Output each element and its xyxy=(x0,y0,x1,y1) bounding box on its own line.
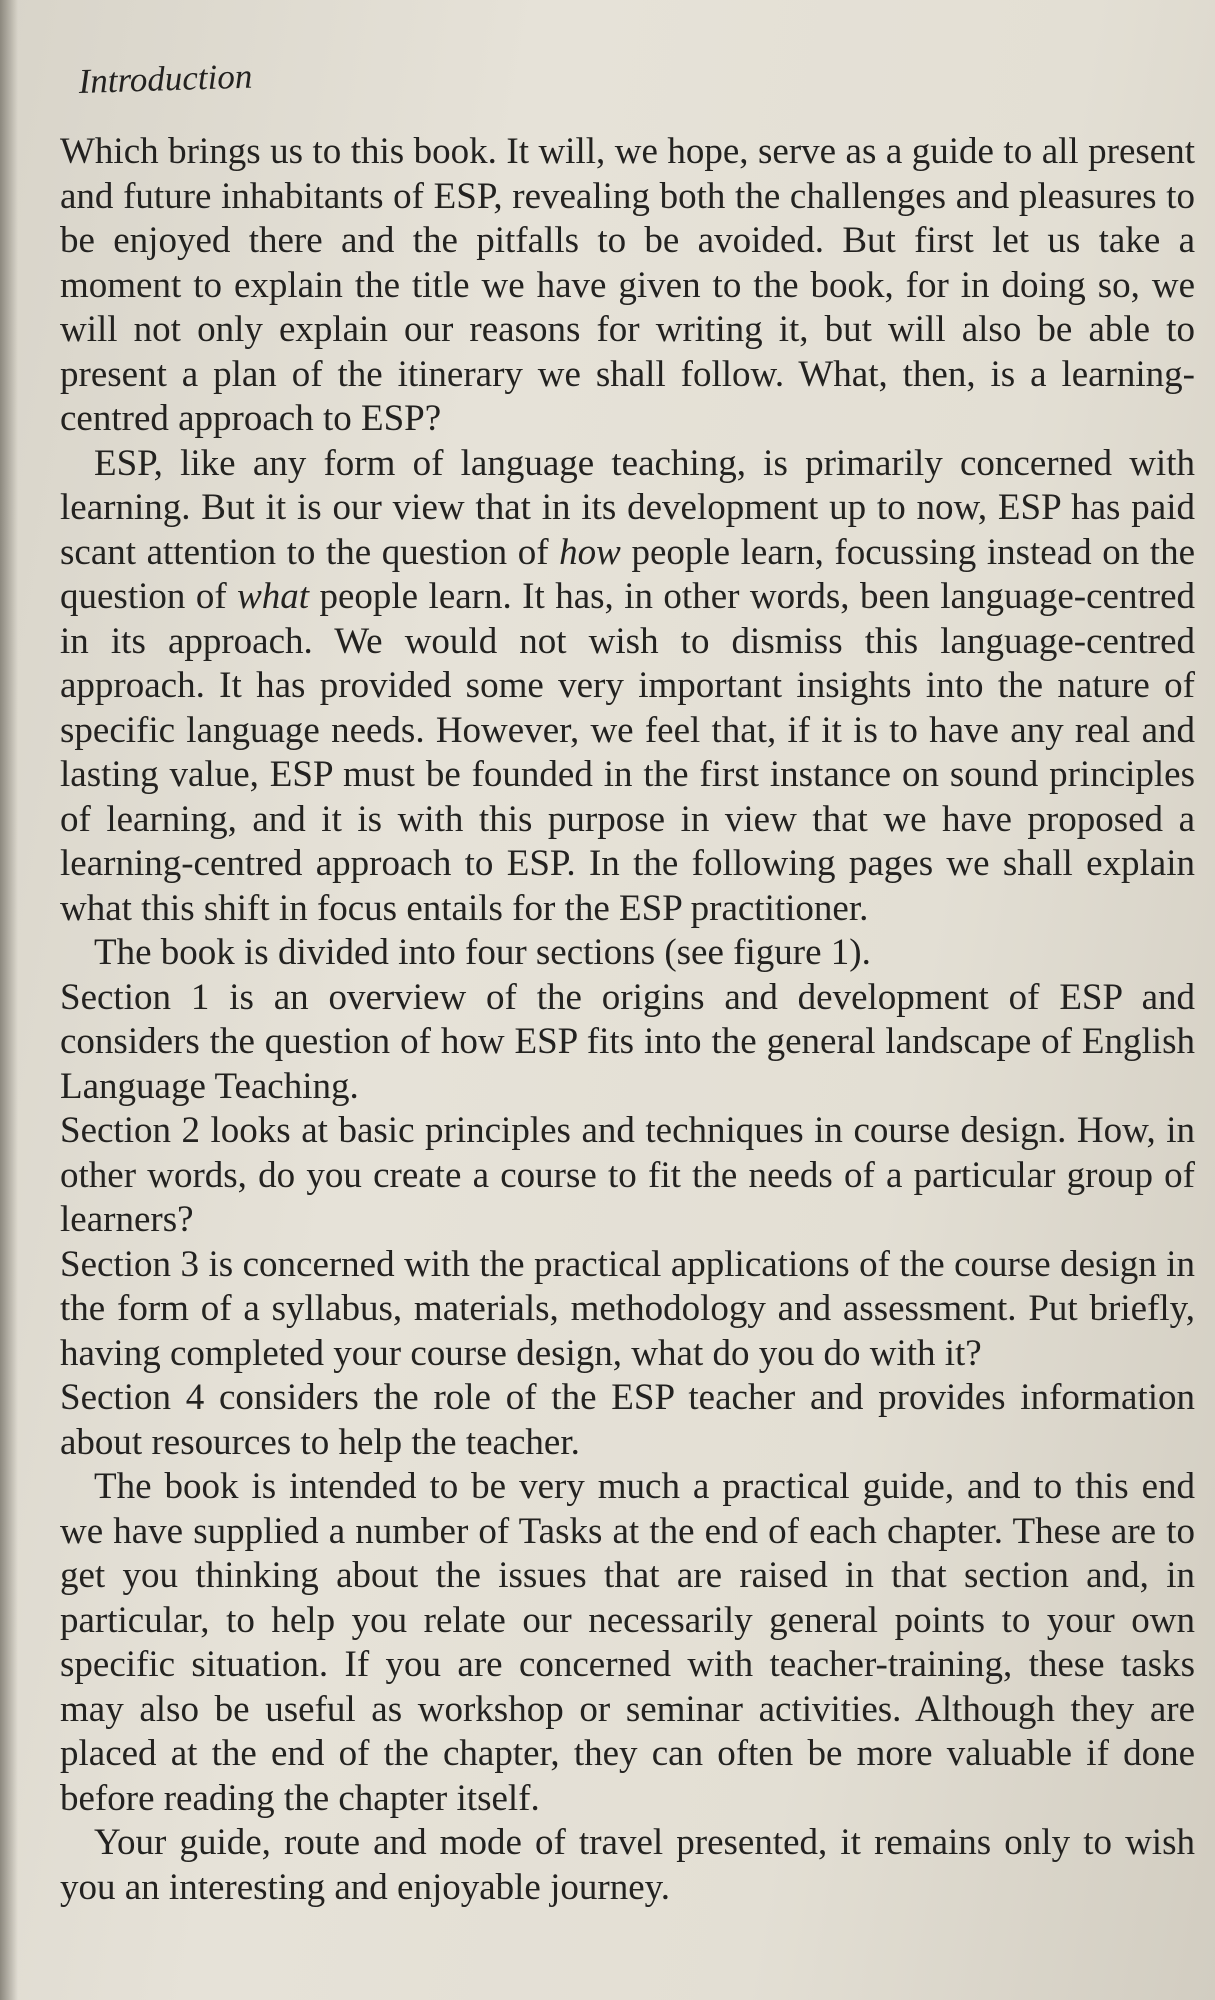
paragraph-section-2: Section 2 looks at basic principles and techniques in course design. How, in other words, do you create a course to fit the needs of a particular group of learners? xyxy=(60,1110,1195,1240)
paragraph-closing: Your guide, route and mode of travel presented, it remains only to wish you an interesting and enjoyable journey. xyxy=(60,1822,1195,1908)
paragraph-section-4: Section 4 considers the role of the ESP teacher and provides information about resources to help the teacher. xyxy=(60,1377,1195,1463)
paragraph-section-3: Section 3 is concerned with the practical applications of the course design in the form of a syllabus, materials, methodology and assessment. Put briefly, having completed your course design, what do you do with it? xyxy=(60,1243,1195,1374)
paragraph-2-emphasis-what: what xyxy=(237,576,310,617)
paragraph-2-part-5: people learn. It has, in other words, been language-centred in its approach. We would not wish to dismiss this language-centred approach. It has provided some very important insights into the nature of specific language needs. However, we feel that, if it is to have any real and lasting value, ESP must be founded in the first instance on sound principles of learning, and it is with this purpose in view that we have proposed a learning-centred approach to ESP. In the following pages we shall explain what this shift in focus entails for the ESP practitioner. xyxy=(60,576,1196,929)
paragraph-1: Which brings us to this book. It will, we hope, serve as a guide to all present and future inhabitants of ESP, revealing both the challenges and pleasures to be enjoyed there and the pitfalls to be avoided. But first let us take a moment to explain the title we have given to the book, for in doing so, we will not only explain our reasons for writing it, but will also be able to present a plan of the itinerary we shall follow. What, then, is a learning-centred approach to ESP? xyxy=(60,131,1195,439)
paragraph-2-part-3: people learn, focussing instead on the question of xyxy=(60,531,1195,617)
page-text-block xyxy=(60,56,1196,1910)
paragraph-section-1: Section 1 is an overview of the origins and development of ESP and considers the question of how ESP fits into the general landscape of English Language Teaching. xyxy=(60,976,1195,1107)
body-text xyxy=(60,130,1195,1910)
paragraph-2-emphasis-how: how xyxy=(559,531,621,573)
running-head: Introduction xyxy=(78,56,253,101)
paragraph-tasks: The book is intended to be very much a practical guide, and to this end we have supplied a number of Tasks at the end of each chapter. These are to get you thinking about the issues that are raised in that section and, in particular, to help you relate our necessarily general points to your own specific situation. If you are concerned with teacher-training, these tasks may also be useful as workshop or seminar activities. Although they are placed at the end of the chapter, they can often be more valuable if done before reading the chapter itself. xyxy=(60,1466,1195,1819)
paragraph-3: The book is divided into four sections (see figure 1). xyxy=(94,932,871,973)
paragraph-2-part-1: ESP, like any form of language teaching, is primarily concerned with learning. But it is our view that in its development up to now, ESP has paid scant attention to the question of xyxy=(60,442,1195,573)
paragraph-2 xyxy=(60,442,1195,932)
